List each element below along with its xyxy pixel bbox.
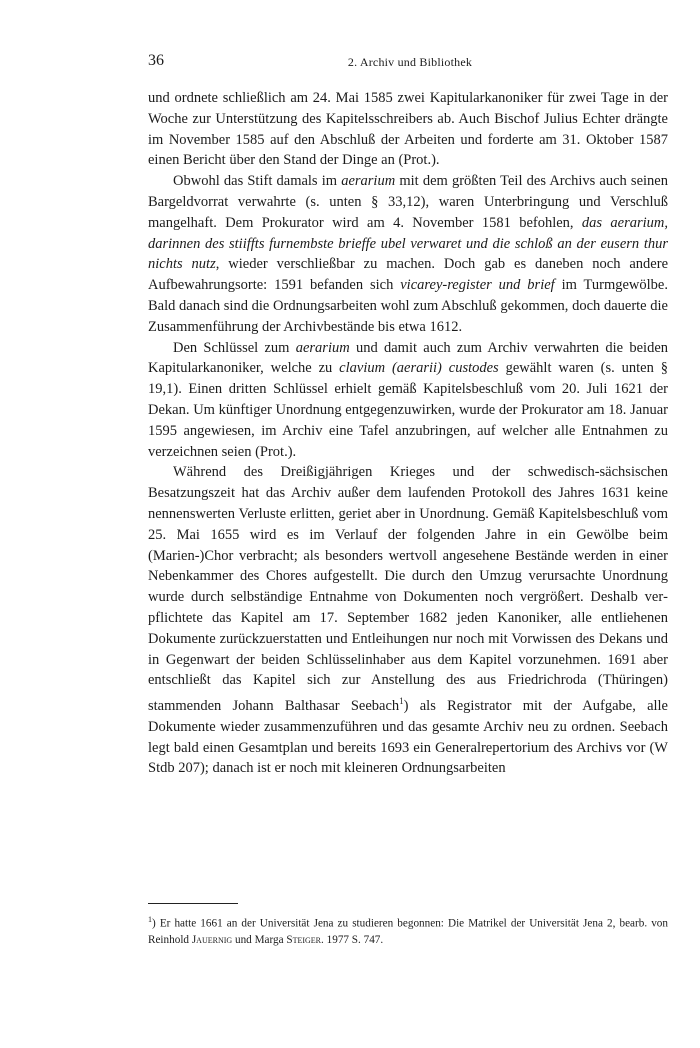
text-run: im Turmgewölbe. Bald danach sind die Ordnungsarbeiten wohl zum Abschluß gekommen, doch dauerte die Zusammenführung der Archivbestände bis etwa 1612. <box>148 277 668 335</box>
text-run: Den Schlüssel zum <box>173 339 296 356</box>
author-name: Jauernig <box>191 933 233 946</box>
text-run: gewählt waren (s. unten § 19,1). Einen dritten Schlüssel erhielt gemäß Kapitelsbeschluß vom 20. Juli 1621 der Dekan. Um künftiger Unordnung entgegenzuwirken, wurde der Prokurator am 18. Januar 1595 angewiesen, im Archiv eine Tafel anzubringen, auf welcher alle Entnahmen zu verzeichnen seien (Prot.). <box>148 360 668 460</box>
latin-term: clavium (aerarii) custodes <box>339 360 499 377</box>
body-text <box>148 88 668 779</box>
page-number: 36 <box>148 52 164 69</box>
paragraph-2 <box>148 171 668 337</box>
text-run: und ordnete schließlich am 24. Mai 1585 zwei Kapitularkanoniker für zwei Tage in der Woche zur Unterstützung des Kapitelsschreibers ab. Auch Bischof Julius Echter drängte im November 1585 auf den Abschluß der Arbeiten und forderte am 31. Oktober 1587 einen Bericht über den Stand der Dinge an (Prot.). <box>148 90 668 169</box>
latin-term: vicarey-register und brief <box>400 277 555 294</box>
footnote-text: und Marga <box>232 933 287 946</box>
footnote-number: 1 <box>148 915 152 924</box>
footnote <box>148 912 668 948</box>
text-run: , wieder verschließbar zu machen. Doch gab es daneben noch andere Aufbewahrungsorte: 1591 befanden sich <box>148 256 669 294</box>
text-run: Während des Dreißigjährigen Krieges und der schwedisch-sächsischen Besatzungszeit hat das Archiv außer dem laufenden Protokoll des Jahres 1631 keine nennenswerten Verluste erlitten, geriet aber in Unordnung. Gemäß Kapitelsbeschluß vom 25. Mai 1655 wird es im Verlauf der folgenden Jahre in ein Gewölbe beim (Marien-)Chor verbracht; als besonders wertvoll angesehene Bestände werden in einer Nebenkammer des Chores aufgestellt. Die durch den Umzug verursachte Unordnung wurde durch selbständige Entnahme von Dokumenten noch vergrößert. Deshalb verpflichtete das Kapitel am 17. September 1682 jeden Kanoniker, alle entliehenen Dokumente zurückzuerstatten und Entleihungen nur noch mit Vorwissen des Dekans und in Gegenwart der beiden Schlüsselinhaber aus dem Kapitel vorzunehmen. 1691 aber entschließt das Kapitel sich zur Anstellung des aus Friedrichroda (Thüringen) stammenden Johann Balthasar Seebach <box>148 464 668 714</box>
footnote-rule <box>148 903 238 904</box>
text-run: und damit auch zum Archiv verwahrten die beiden Kapitularkanoniker, welche zu <box>148 339 669 377</box>
text-run: mit dem größten Teil des Archivs auch seinen Bargeldvorrat verwahrte (s. unten § 33,12), waren Unterbringung und Verschluß mangelhaft. Dem Prokurator wird am 4. November 1581 befohlen, <box>148 173 668 231</box>
footnote-text: . 1977 S. 747. <box>321 933 384 946</box>
paragraph-4 <box>148 462 668 779</box>
text-run: Obwohl das Stift damals im <box>173 173 342 190</box>
latin-term: das aerarium, darinnen des stiiffts furnembste brieffe ubel verwaret und die schloß an der eusern thur nichts nutz <box>148 214 668 273</box>
latin-term: aerarium <box>341 173 396 190</box>
footnote-text: ) Er hatte 1661 an der Universität Jena zu studieren begonnen: Die Matrikel der Universität Jena 2, bearb. von Reinhold <box>148 917 668 946</box>
running-title: 2. Archiv und Bibliothek <box>347 55 473 69</box>
paragraph-3 <box>148 338 668 463</box>
text-run: ) als Registrator mit der Aufgabe, alle Dokumente wieder zusammenzuführen und das gesamte Archiv neu zu ordnen. Seebach legt bald einen Gesamtplan und bereits 1693 ein Generalrepertorium des Archivs vor (W Stdb 207); danach ist er noch mit kleineren Ordnungsarbeiten <box>148 697 668 777</box>
author-name: Steiger <box>286 933 322 946</box>
latin-term: aerarium <box>295 339 350 356</box>
paragraph-1 <box>148 88 668 171</box>
page-header <box>148 52 672 72</box>
footnote-marker: 1 <box>399 696 404 707</box>
